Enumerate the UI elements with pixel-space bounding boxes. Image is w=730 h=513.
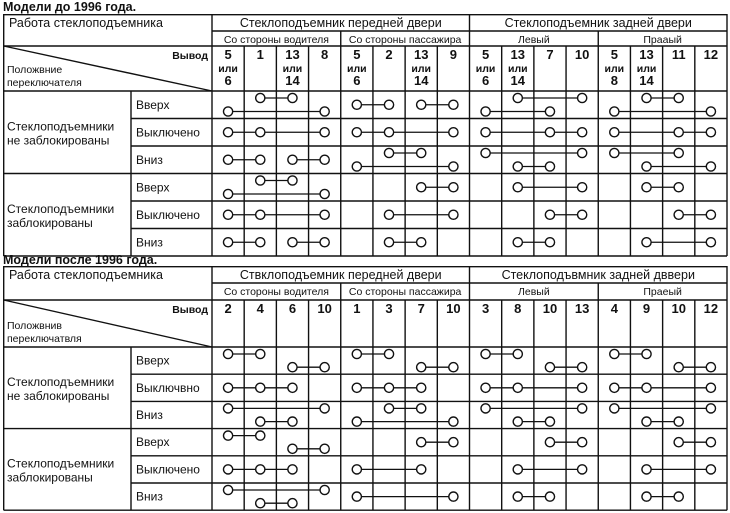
terminal-contact [417,404,426,413]
terminal-contact [352,383,361,392]
terminal-contact [481,128,490,137]
terminal-contact [256,176,265,185]
terminal-contact [384,128,393,137]
terminal-contact [384,210,393,219]
terminal-contact [513,492,522,501]
terminal-contact [642,93,651,102]
terminal-number: 4 [256,301,264,316]
terminal-number: или [347,63,367,75]
terminal-contact [674,93,683,102]
terminal-contact [288,155,297,164]
terminal-contact [642,417,651,426]
terminal-contact [706,383,715,392]
terminal-contact [288,465,297,474]
terminal-contact [417,465,426,474]
terminal-contact [706,210,715,219]
terminal-contact [578,183,587,192]
terminal-contact [513,465,522,474]
terminal-contact [706,107,715,116]
terminal-contact [610,148,619,157]
terminal-contact [288,176,297,185]
terminal-contact [449,492,458,501]
terminal-contact [288,383,297,392]
subgroup-header: Левый [518,34,550,46]
pin-continuity-chart-post-1996 [3,266,728,511]
terminal-contact [417,363,426,372]
terminal-contact [545,128,554,137]
terminal-contact [417,100,426,109]
terminal-contact [384,238,393,247]
terminal-number: 9 [642,301,651,316]
terminal-number: 13 [639,47,654,62]
terminal-contact [417,383,426,392]
terminal-number: 14 [285,73,300,88]
terminal-contact [610,107,619,116]
terminal-number: 13 [413,47,429,62]
terminal-contact [674,210,683,219]
terminal-number: 14 [510,73,526,88]
switch-position-label: Положвние [7,64,63,76]
terminal-number: 13 [510,47,526,62]
terminal-contact [674,417,683,426]
lock-state-label: Стеклоподъемники [7,119,115,134]
terminal-contact [642,492,651,501]
terminal-contact [610,349,619,358]
lock-state-label: заблокированы [7,215,93,230]
subgroup-header: Со стороны пассажира [348,34,462,46]
terminal-contact [513,183,522,192]
terminal-contact [223,485,232,494]
terminal-contact [320,155,329,164]
terminal-contact [223,210,232,219]
terminal-number: или [636,63,657,75]
terminal-number: 8 [321,47,329,62]
terminal-contact [706,438,715,447]
terminal-number: 8 [514,301,522,316]
terminal-contact [352,128,361,137]
terminal-contact [578,465,587,474]
switch-position-label: Положвнив [7,320,62,332]
terminal-contact [449,210,458,219]
terminal-contact [384,404,393,413]
terminal-number: 6 [353,73,361,88]
lock-state-label: Стеклоподъемники [7,456,115,471]
terminal-contact [545,417,554,426]
terminal-number: или [507,63,528,75]
terminal-contact [545,438,554,447]
terminal-contact [417,148,426,157]
terminal-contact [578,404,587,413]
lock-state-label: Стеклоподъемники [7,201,115,216]
terminal-contact [513,349,522,358]
terminal-contact [223,189,232,198]
terminal-contact [256,155,265,164]
terminal-contact [513,383,522,392]
terminal-contact [320,485,329,494]
terminal-contact [223,404,232,413]
terminal-number: 12 [703,47,719,62]
terminal-number: или [411,63,432,75]
terminal-contact [288,444,297,453]
continuity-row [223,485,683,507]
terminal-contact [320,444,329,453]
terminal-number: 10 [317,301,332,316]
rear-door-group-header: Стеклоподъвмник задней дввери [501,268,695,282]
terminal-contact [578,128,587,137]
terminal-contact [449,128,458,137]
terminal-number: 14 [413,73,429,88]
table-2-title: Модели после 1996 года. [3,253,158,267]
rear-door-group-header: Стеклоподъемник задней двери [504,16,692,30]
terminal-contact [320,363,329,372]
terminal-contact [642,238,651,247]
terminal-contact [256,93,265,102]
terminal-contact [674,363,683,372]
subgroup-header: Со стороны водителя [223,286,329,298]
terminal-contact [256,417,265,426]
terminal-contact [288,363,297,372]
terminal-contact [288,238,297,247]
terminal-number: 6 [224,73,232,88]
switch-position-label: переключатвля [7,333,82,345]
terminal-contact [384,148,393,157]
terminal-number: 9 [449,47,458,62]
terminal-contact [223,383,232,392]
terminal-contact [578,383,587,392]
terminal-contact [706,363,715,372]
terminal-contact [674,492,683,501]
terminal-contact [706,128,715,137]
terminal-contact [320,210,329,219]
terminal-contact [449,183,458,192]
terminal-contact [288,93,297,102]
terminal-number: 4 [610,301,618,316]
terminal-contact [384,349,393,358]
terminal-contact [610,383,619,392]
terminal-number: 11 [671,47,686,62]
terminal-number: 1 [256,47,264,62]
terminal-contact [642,465,651,474]
terminal-contact [256,465,265,474]
terminal-contact [513,162,522,171]
terminal-contact [449,417,458,426]
terminal-contact [545,363,554,372]
subgroup-header: Левый [518,286,550,298]
terminal-contact [513,417,522,426]
operation-label: Работа стеклоподъемника [9,268,163,282]
lock-state-label: не заблокированы [7,133,110,148]
subgroup-header: Со стороны водителя [223,34,329,46]
terminal-number: или [282,63,303,75]
terminal-contact [352,465,361,474]
switch-position-label: переключателя [7,77,82,89]
switch-position: Вниз [136,235,163,250]
table-1-title: Модели до 1996 года. [3,0,137,14]
subgroup-header: Праеый [643,286,682,298]
subgroup-header: Прааый [643,34,682,46]
terminal-contact [417,238,426,247]
terminal-contact [578,363,587,372]
terminal-contact [674,128,683,137]
terminal-number: 5 [353,47,361,62]
terminal-contact [481,107,490,116]
front-door-group-header: Ствклоподъемник передней двери [239,268,442,282]
terminal-contact [706,465,715,474]
terminal-contact [610,404,619,413]
switch-position: Выключено [136,207,200,222]
terminal-contact [513,93,522,102]
terminal-number: 5 [481,47,490,62]
terminal-contact [481,383,490,392]
terminal-number: 3 [385,301,393,316]
terminal-contact [481,404,490,413]
terminal-number: 5 [610,47,618,62]
pin-continuity-chart-pre-1996 [3,14,728,257]
terminal-contact [223,155,232,164]
terminal-number: 3 [481,301,490,316]
switch-table-pre-1996 [3,14,728,257]
terminal-label: Вывод [172,50,208,62]
terminal-contact [384,383,393,392]
terminal-number: 13 [574,301,590,316]
terminal-contact [449,438,458,447]
terminal-number: 10 [542,301,558,316]
terminal-contact [545,162,554,171]
front-door-group-header: Стеклоподъемник передней двери [239,16,442,30]
terminal-contact [320,128,329,137]
switch-position: Вниз [136,152,163,167]
terminal-number: 10 [446,301,461,316]
switch-position: Выключвно [136,380,200,395]
terminal-contact [256,128,265,137]
terminal-number: 10 [574,47,590,62]
terminal-contact [449,100,458,109]
terminal-contact [706,238,715,247]
terminal-number: 12 [703,301,719,316]
terminal-number: 2 [385,47,393,62]
terminal-contact [256,238,265,247]
terminal-number: 6 [288,301,297,316]
switch-position: Вниз [136,489,163,504]
terminal-number: или [475,63,496,75]
lock-state-label: Стеклоподъемники [7,374,115,389]
terminal-number: 2 [224,301,232,316]
terminal-number: 13 [285,47,300,62]
terminal-number: или [604,63,625,75]
terminal-contact [256,210,265,219]
terminal-contact [256,499,265,508]
terminal-contact [417,183,426,192]
terminal-contact [642,183,651,192]
terminal-number: 8 [610,73,618,88]
terminal-contact [223,431,232,440]
terminal-contact [706,404,715,413]
terminal-contact [320,107,329,116]
terminal-contact [384,100,393,109]
terminal-contact [223,128,232,137]
terminal-number: 10 [671,301,686,316]
terminal-contact [449,363,458,372]
terminal-contact [513,238,522,247]
terminal-contact [642,162,651,171]
switch-table-post-1996 [3,266,728,511]
terminal-number: 6 [481,73,490,88]
terminal-contact [674,148,683,157]
terminal-contact [288,417,297,426]
terminal-contact [256,383,265,392]
switch-position: Выключено [136,125,200,140]
terminal-contact [352,349,361,358]
terminal-contact [674,183,683,192]
terminal-contact [706,162,715,171]
terminal-contact [223,465,232,474]
terminal-number: 7 [417,301,425,316]
terminal-label: Вывод [172,304,208,316]
terminal-contact [352,417,361,426]
terminal-contact [545,492,554,501]
terminal-contact [320,238,329,247]
terminal-number: или [218,63,238,75]
switch-position: Вверх [136,180,170,195]
terminal-contact [674,438,683,447]
terminal-contact [481,349,490,358]
terminal-contact [256,349,265,358]
terminal-contact [642,349,651,358]
terminal-contact [610,128,619,137]
terminal-contact [352,162,361,171]
operation-label: Работа стеклоподъемника [9,16,163,30]
terminal-contact [545,238,554,247]
switch-position: Выключено [136,462,200,477]
terminal-contact [352,100,361,109]
terminal-contact [545,107,554,116]
continuity-row [223,176,683,199]
terminal-contact [578,93,587,102]
terminal-number: 14 [639,73,654,88]
terminal-contact [481,148,490,157]
terminal-contact [320,189,329,198]
terminal-number: 7 [546,47,554,62]
switch-position: Вверх [136,97,170,112]
lock-state-label: заблокированы [7,470,93,485]
terminal-number: 1 [353,301,361,316]
terminal-contact [578,148,587,157]
switch-position: Вверх [136,353,170,368]
terminal-contact [578,210,587,219]
switch-position: Вниз [136,408,163,422]
subgroup-header: Со стороны пассажира [348,286,462,298]
terminal-contact [320,404,329,413]
terminal-contact [417,438,426,447]
terminal-contact [545,210,554,219]
terminal-contact [288,499,297,508]
terminal-contact [223,349,232,358]
switch-position: Вверх [136,435,170,450]
terminal-number: 5 [224,47,232,62]
terminal-contact [223,238,232,247]
lock-state-label: не заблокированы [7,388,110,403]
terminal-contact [449,162,458,171]
terminal-contact [578,438,587,447]
terminal-contact [642,383,651,392]
terminal-contact [256,431,265,440]
terminal-contact [352,492,361,501]
terminal-contact [223,107,232,116]
